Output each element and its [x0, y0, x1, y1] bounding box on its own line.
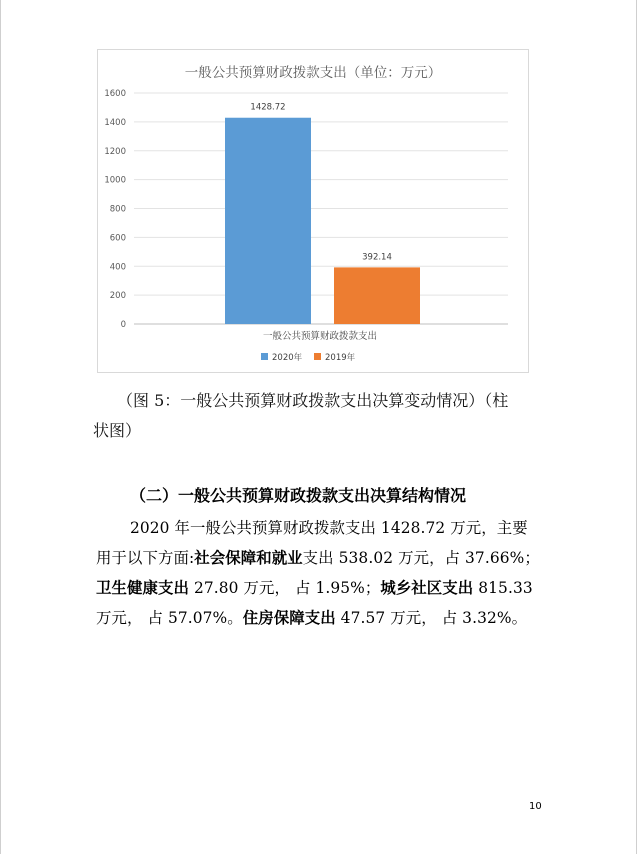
bar-2020年	[225, 118, 311, 324]
bar-2019年	[334, 267, 420, 324]
caption-line-1: （图 5：一般公共预算财政拨款支出决算变动情况）（柱	[117, 391, 509, 410]
page-number: 10	[529, 801, 542, 812]
legend-swatch-2019	[314, 353, 321, 360]
bold-term-health: 卫生健康支出	[96, 579, 189, 597]
y-tick-label: 200	[109, 291, 126, 302]
y-tick-label: 1400	[104, 117, 126, 128]
caption-line-2: 状图）	[93, 421, 142, 440]
legend	[261, 352, 356, 363]
section-heading: （二）一般公共预算财政拨款支出决算结构情况	[130, 486, 467, 505]
y-tick-label: 600	[109, 233, 126, 244]
y-tick-label: 0	[120, 320, 126, 330]
y-tick-label: 1000	[104, 175, 126, 186]
page-edge-left	[0, 0, 1, 854]
paragraph-line-2	[96, 543, 548, 573]
bold-term-housing: 住房保障支出	[242, 609, 336, 627]
legend-label-2020: 2020年	[272, 353, 303, 363]
y-tick-label: 1600	[104, 89, 126, 99]
y-tick-label: 1200	[104, 146, 126, 157]
text: 27.80 万元， 占 1.95%；	[188, 579, 381, 597]
legend-swatch-2020	[261, 353, 268, 360]
body-paragraph	[96, 513, 548, 633]
bar-chart-svg	[98, 50, 528, 372]
bold-term-social-security: 社会保障和就业	[194, 549, 303, 567]
paragraph-line-3	[96, 573, 548, 603]
text: 支出 538.02 万元，占 37.66%；	[302, 549, 540, 567]
legend-label-2019: 2019年	[325, 353, 356, 363]
text: 万元， 占 57.07%。	[96, 609, 243, 627]
paragraph-line-4	[96, 603, 548, 633]
data-label: 392.14	[362, 252, 392, 263]
text: 用于以下方面:	[96, 549, 195, 567]
text: 47.57 万元， 占 3.32%。	[335, 609, 528, 627]
bar-chart	[97, 49, 529, 373]
text: 815.33	[473, 579, 533, 597]
y-tick-label: 400	[109, 262, 126, 273]
chart-title: 一般公共预算财政拨款支出（单位：万元）	[184, 65, 442, 81]
figure-caption	[93, 386, 542, 446]
bold-term-urban-rural: 城乡社区支出	[380, 579, 474, 597]
paragraph-line-1: 2020 年一般公共预算财政拨款支出 1428.72 万元，主要	[130, 519, 528, 537]
x-axis-category-label: 一般公共预算财政拨款支出	[262, 331, 378, 342]
data-label: 1428.72	[250, 102, 286, 113]
y-tick-label: 800	[109, 204, 126, 215]
